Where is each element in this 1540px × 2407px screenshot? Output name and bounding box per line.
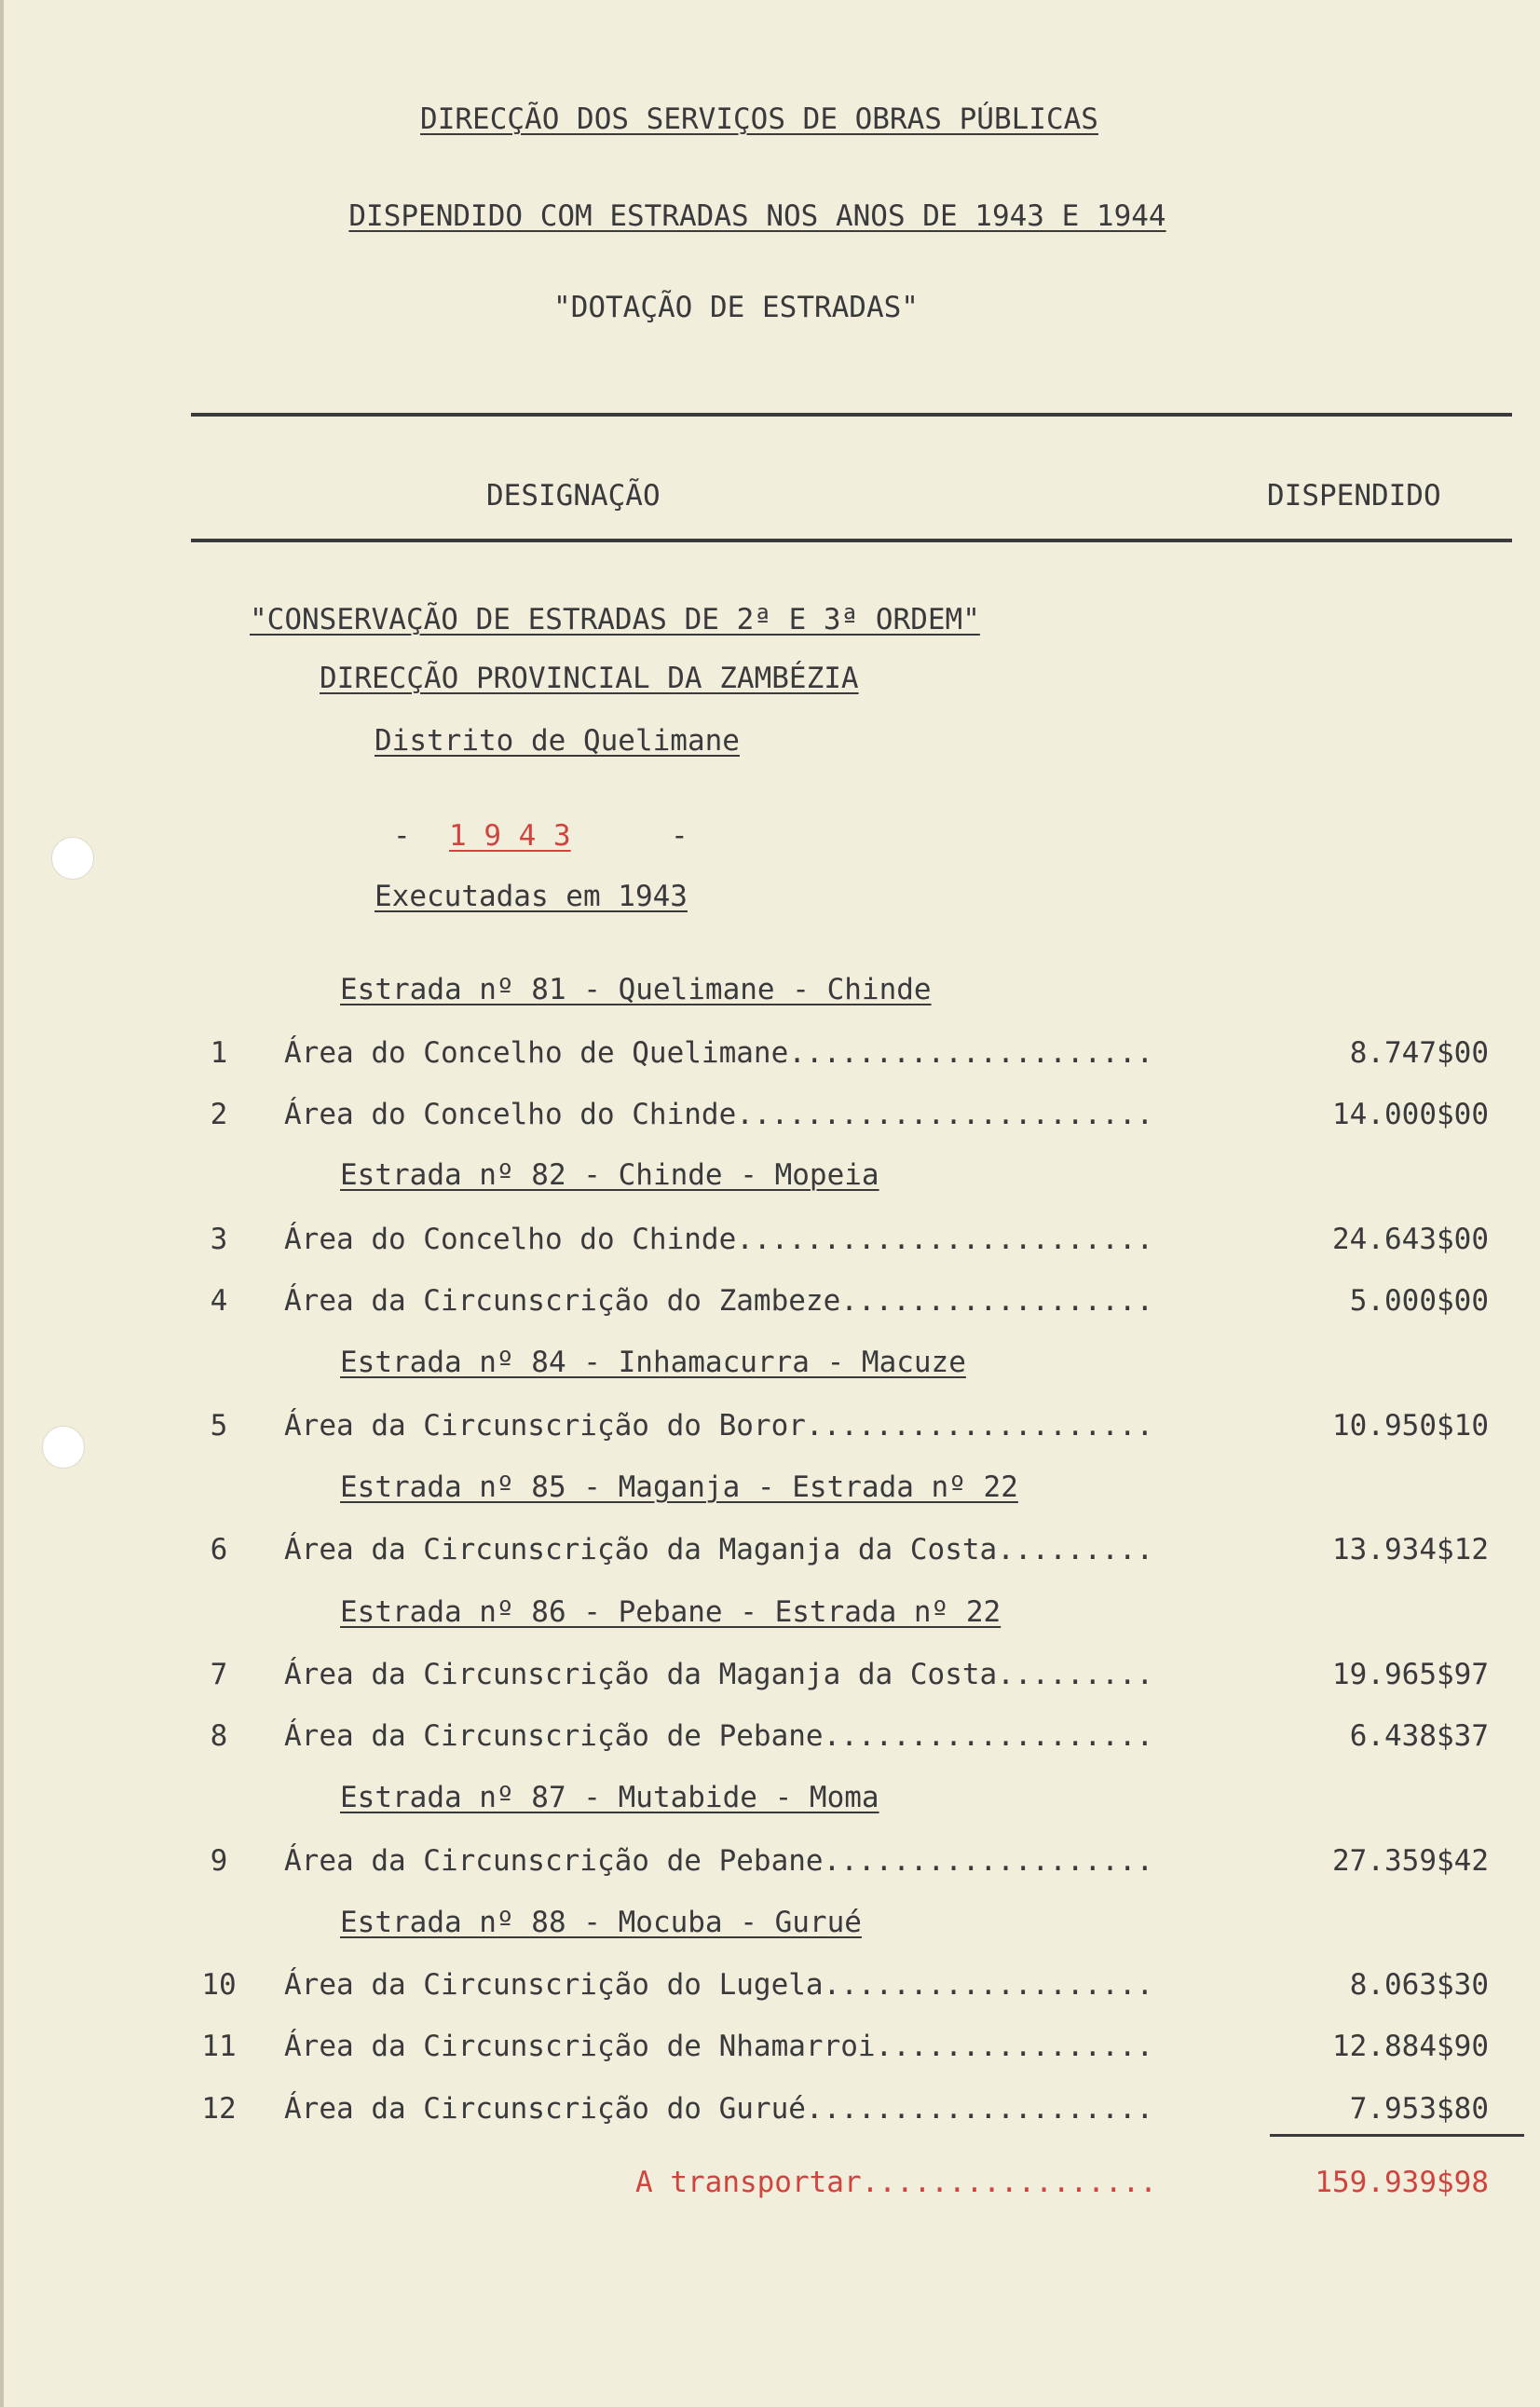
year-dash-left: - (393, 819, 411, 853)
punch-hole (51, 837, 94, 880)
item-number: 4 (210, 1284, 228, 1318)
column-designation: DESIGNAÇÃO (486, 479, 661, 513)
item-description: Área da Circunscrição da Maganja da Costa......... (284, 1533, 1154, 1566)
section-district: Distrito de Quelimane (375, 724, 740, 758)
item-amount: 19.965$97 (1332, 1658, 1489, 1691)
item-description: Área da Circunscrição de Pebane................... (284, 1719, 1154, 1753)
item-amount: 12.884$90 (1332, 2030, 1489, 2063)
header-subtitle: DISPENDIDO COM ESTRADAS NOS ANOS DE 1943 E 1944 (348, 199, 1166, 233)
section-title: "CONSERVAÇÃO DE ESTRADAS DE 2ª E 3ª ORDEM" (250, 603, 980, 636)
road-heading: Estrada nº 88 - Mocuba - Gurué (340, 1906, 862, 1939)
item-description: Área da Circunscrição do Lugela................... (284, 1968, 1154, 2002)
road-heading: Estrada nº 86 - Pebane - Estrada nº 22 (340, 1595, 1002, 1629)
road-heading: Estrada nº 84 - Inhamacurra - Macuze (340, 1346, 966, 1379)
column-spent: DISPENDIDO (1267, 479, 1441, 513)
road-heading: Estrada nº 81 - Quelimane - Chinde (340, 973, 932, 1006)
item-number: 11 (201, 2030, 237, 2063)
road-heading: Estrada nº 82 - Chinde - Mopeia (340, 1158, 879, 1192)
item-description: Área da Circunscrição de Pebane................... (284, 1844, 1154, 1878)
item-description: Área da Circunscrição da Maganja da Costa......... (284, 1658, 1154, 1691)
item-description: Área do Concelho de Quelimane..................... (284, 1036, 1154, 1070)
year-dash-right: - (671, 819, 688, 853)
road-heading: Estrada nº 85 - Maganja - Estrada nº 22 (340, 1470, 1018, 1504)
carry-forward-amount: 159.939$98 (1315, 2166, 1489, 2199)
header-dotacao: "DOTAÇÃO DE ESTRADAS" (553, 291, 919, 324)
item-amount: 7.953$80 (1349, 2092, 1489, 2126)
item-number: 6 (210, 1533, 228, 1566)
carry-forward-label: A transportar................. (635, 2166, 1157, 2199)
item-amount: 24.643$00 (1332, 1223, 1489, 1256)
punch-hole (42, 1426, 85, 1469)
item-amount: 8.063$30 (1349, 1968, 1489, 2002)
item-description: Área da Circunscrição do Zambeze.................. (284, 1284, 1154, 1318)
item-number: 5 (210, 1409, 228, 1443)
item-description: Área do Concelho do Chinde........................ (284, 1223, 1154, 1256)
header-bottom-rule (191, 539, 1512, 542)
page-edge (0, 0, 4, 2407)
item-amount: 5.000$00 (1349, 1284, 1489, 1318)
item-description: Área da Circunscrição de Nhamarroi................ (284, 2030, 1154, 2063)
top-rule (191, 413, 1512, 417)
item-number: 10 (201, 1968, 237, 2002)
item-number: 2 (210, 1098, 228, 1131)
item-number: 9 (210, 1844, 228, 1878)
executed-label: Executadas em 1943 (375, 880, 688, 913)
item-amount: 14.000$00 (1332, 1098, 1489, 1131)
item-number: 8 (210, 1719, 228, 1753)
item-number: 1 (210, 1036, 228, 1070)
item-number: 12 (201, 2092, 237, 2126)
item-number: 3 (210, 1223, 228, 1256)
total-rule (1270, 2134, 1524, 2137)
section-directorate: DIRECÇÃO PROVINCIAL DA ZAMBÉZIA (320, 662, 859, 695)
item-number: 7 (210, 1658, 228, 1691)
item-amount: 8.747$00 (1349, 1036, 1489, 1070)
item-amount: 13.934$12 (1332, 1533, 1489, 1566)
item-amount: 10.950$10 (1332, 1409, 1489, 1443)
item-description: Área da Circunscrição do Boror.................... (284, 1409, 1154, 1443)
item-description: Área do Concelho do Chinde........................ (284, 1098, 1154, 1131)
item-amount: 6.438$37 (1349, 1719, 1489, 1753)
item-amount: 27.359$42 (1332, 1844, 1489, 1878)
year-label: 1 9 4 3 (449, 819, 571, 853)
road-heading: Estrada nº 87 - Mutabide - Moma (340, 1781, 879, 1814)
header-directorate: DIRECÇÃO DOS SERVIÇOS DE OBRAS PÚBLICAS (420, 103, 1098, 136)
item-description: Área da Circunscrição do Gurué.................... (284, 2092, 1154, 2126)
